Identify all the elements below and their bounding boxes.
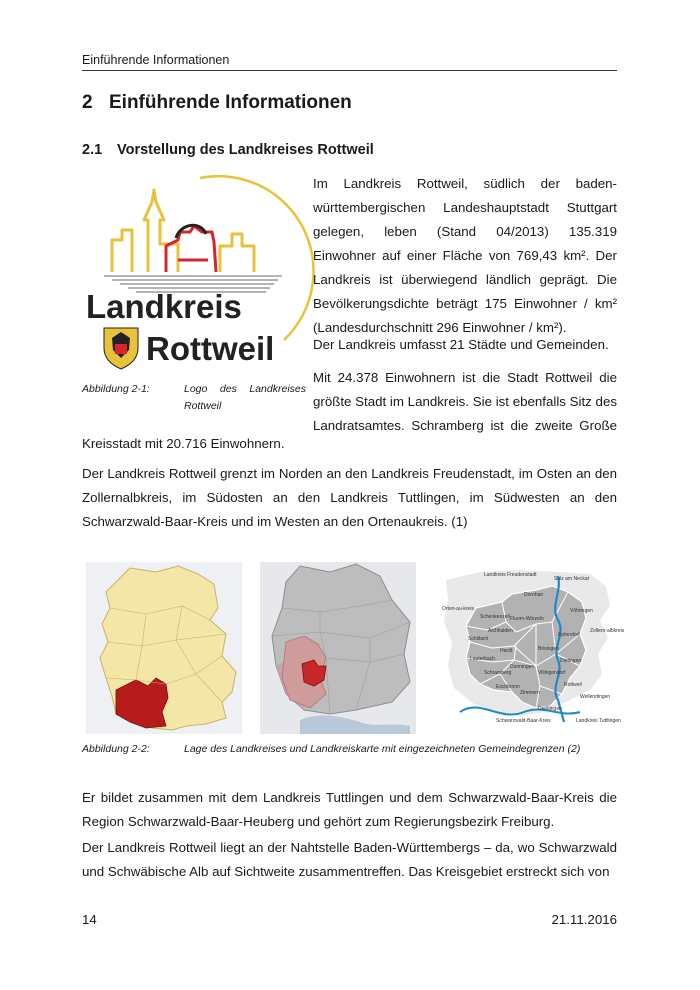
label-ortenau: Orten-au-kreis (442, 606, 474, 612)
label-schramberg: Schramberg (484, 670, 512, 676)
chapter-heading (82, 92, 352, 114)
label-zimmern: Zimmern (520, 690, 540, 696)
baden-wuerttemberg-map (260, 562, 416, 734)
chapter-title: Einführende Informationen (109, 92, 352, 113)
figure2-caption: Lage des Landkreises und Landkreiskarte mit eingezeichneten Gemeindegrenzen (2) (184, 743, 581, 755)
district-map (440, 562, 625, 734)
label-fluorn: Fluorn-Winzeln (510, 616, 544, 622)
running-header: Einführende Informationen (82, 53, 230, 67)
label-fds: Landkreis Freudenstadt (484, 572, 537, 578)
header-rule (82, 70, 617, 71)
figure1-caption-line2: Rottweil (184, 400, 222, 412)
cities-paragraph-continued: Kreisstadt mit 20.716 Einwohnern. (82, 436, 285, 451)
label-lauterbach: Lauterbach (470, 656, 496, 662)
section-number: 2.1 (82, 142, 103, 158)
municipalities-paragraph: Der Landkreis umfasst 21 Städte und Gemeinden. (313, 337, 609, 352)
label-sulz: Sulz am Neckar (554, 576, 590, 582)
label-voehringen: Vöhringen (570, 608, 593, 614)
label-boesingen: Bösingen (538, 646, 559, 652)
landkreis-logo (82, 172, 304, 372)
label-eschbronn: Eschbronn (496, 684, 520, 690)
footer-date: 21.11.2016 (551, 912, 617, 927)
germany-map (86, 562, 242, 734)
borders-paragraph: Der Landkreis Rottweil grenzt im Norden an den Landkreis Freudenstadt, im Osten an den Zollernalbkreis, im Südosten an den Landkreis Tuttlingen, im Südwesten an den Schwarzwald-Baar-Kreis und im Westen an den Ortenaukreis. (1) (82, 466, 617, 529)
label-schiltach: Schiltach (468, 636, 489, 642)
label-dietingen: Dietingen (560, 658, 582, 664)
label-dornhan: Dornhan (524, 592, 544, 598)
label-rottweil: Rottweil (564, 682, 582, 688)
label-deisslingen: Deißlingen (538, 706, 562, 712)
label-schenkenzell: Schenkenzell (480, 614, 510, 620)
intro-paragraph: Im Landkreis Rottweil, südlich der baden-württembergischen Landeshauptstadt Stuttgart gelegen, leben (Stand 04/2013) 135.319 Einwohner auf einer Fläche von 769,43 km². Der Landkreis ist überwiegend ländlich geprägt. Die Bevölkerungsdichte beträgt 175 Einwohner / km² (Landesdurchschnitt 296 Einwohner / km²). (313, 176, 617, 335)
coat-of-arms-icon (104, 328, 138, 369)
label-zollern: Zollern-albkreis (590, 628, 625, 634)
location-paragraph: Der Landkreis Rottweil liegt an der Nahtstelle Baden-Württembergs – da, wo Schwarzwald und Schwäbische Alb auf Sichtweite zusammentreffen. Das Kreisgebiet erstreckt sich von (82, 840, 617, 879)
section-title: Vorstellung des Landkreises Rottweil (117, 142, 374, 158)
label-sbk: Schwarzwald-Baar-Kreis (496, 718, 551, 724)
label-dunningen: Dunningen (510, 664, 535, 670)
region-paragraph: Er bildet zusammen mit dem Landkreis Tuttlingen und dem Schwarzwald-Baar-Kreis die Region Schwarzwald-Baar-Heuberg und gehört zum Regierungsbezirk Freiburg. (82, 790, 617, 829)
logo-text-landkreis: Landkreis (86, 288, 242, 325)
label-villingendorf: Villingendorf (538, 670, 566, 676)
figure1-label: Abbildung 2-1: (82, 383, 150, 395)
page-number: 14 (82, 912, 97, 927)
section-heading (82, 142, 374, 158)
figure1-caption-line1: Logo des Landkreises (184, 383, 306, 395)
label-epfendorf: Epfendorf (558, 632, 580, 638)
label-hardt: Hardt (500, 648, 513, 654)
label-wellendingen: Wellendingen (580, 694, 611, 700)
cities-paragraph: Mit 24.378 Einwohnern ist die Stadt Rottweil die größte Stadt im Landkreis. Sie ist ebenfalls Sitz des Landratsamtes. Schramberg ist die zweite Große (313, 370, 617, 433)
chapter-number: 2 (82, 92, 93, 113)
figure2-label: Abbildung 2-2: (82, 743, 150, 755)
label-aichhalden: Aichhalden (488, 628, 513, 634)
label-tuttlingen: Landkreis Tuttlingen (576, 718, 621, 724)
logo-text-rottweil: Rottweil (146, 330, 275, 367)
